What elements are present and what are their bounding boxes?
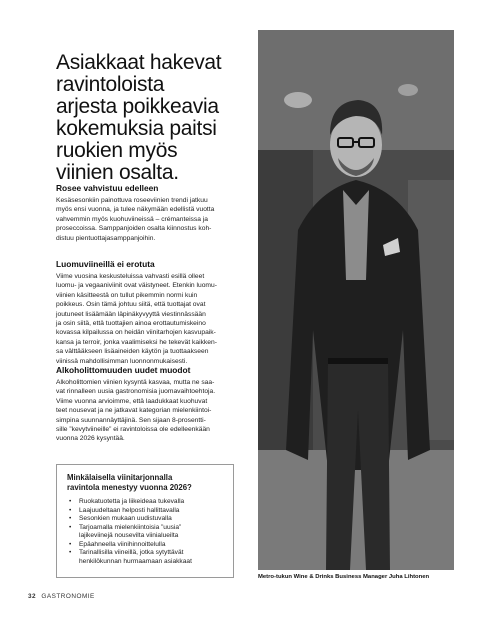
list-item: • Tarjoamalla mielenkiintoisia ”uusia” lajikeviinejä nousevilta viinialueilta — [69, 523, 182, 539]
bullet-icon: • — [69, 549, 72, 556]
bullet-icon: • — [69, 540, 72, 548]
portrait-illustration — [258, 30, 454, 570]
section-heading: Alkoholittomuuden uudet muodot — [56, 365, 191, 375]
bullet-icon: • — [69, 498, 72, 505]
section-body: Viime vuosina keskusteluissa vahvasti esillä olleet luomu- ja vegaaniviinit ovat väistyneet. Etenkin luomu- viinien käsitteestä on tullut pikemmin normi kuin poikkeus. Osin tämä johtuu siitä, että tuottajat ovat joutuneet lisäämään läpinäkyvyyttä viestinnässään ja osin siitä, että tuottajien ainoa erottautumiskeino kovassa kilpailussa on heidän viinitarhojen kasvupaik- kansa ja terroir, jonka vaalimiseksi he tekevät kaikken- sa välttääkseen lisäaineiden käytön ja tuottaakseen viinissä mahdollisimman luonnonmukaisesti. — [56, 273, 217, 365]
page-footer — [28, 593, 95, 600]
portrait-photo — [258, 30, 454, 570]
section-body: Kesäsesonkiin painottuva roseeviinien trendi jatkuu myös ensi vuonna, ja tulee näkymään edellistä vuotta vahvemmin myös kuohuviineissä – crémanteissa ja proseccoissa. Samppanjoiden osalta kiinnostus koh- distuu pientuottajasamppanjoihin. — [56, 197, 215, 242]
section-body: Alkoholittomien viinien kysyntä kasvaa, mutta ne saa- vat rinnalleen uusia gastronomisia juomavaihtoehtoja. Viime vuonna arvioimme, että laadukkaat kuohuvat teet nousevat ja ne jatkavat kategorian mielenkiintoi- simpina suunnannäyttäjinä. Sen sijaan 8-prosentti- sille ”kevytviineille” ei ravintoloissa ole edelleenkään vuonna 2026 kysyntää. — [56, 379, 216, 443]
info-box-title: Minkälaisella viinitarjonnalla ravintola menestyy vuonna 2026? — [67, 473, 192, 492]
section-non-alcoholic — [56, 365, 254, 444]
section-organic — [56, 259, 254, 366]
list-item: • Epäahneella viinihinnoittelulla — [69, 540, 166, 548]
list-item: • Tarinallisilla viineillä, jotka sytyttävät henkilökunnan hurmaamaan asiakkaat — [69, 549, 192, 565]
info-box-list — [67, 498, 227, 566]
section-rose — [56, 183, 254, 243]
photo-caption: Metro-tukun Wine & Drinks Business Manager Juha Lihtonen — [258, 574, 430, 580]
footer-section-name: GASTRONOMIE — [41, 593, 95, 600]
list-item: • Laajuudeltaan helposti hallittavalla — [69, 506, 180, 514]
bullet-icon: • — [69, 523, 72, 531]
page-number: 32 — [28, 593, 37, 600]
info-box — [56, 464, 234, 578]
bullet-icon: • — [69, 506, 72, 514]
bullet-icon: • — [69, 515, 72, 522]
list-item: • Ruokatuotetta ja liikeideaa tukevalla — [69, 498, 185, 505]
section-heading: Rosee vahvistuu edelleen — [56, 183, 159, 193]
list-item: • Sesonkien mukaan uudistuvalla — [69, 515, 172, 522]
section-heading: Luomuviineillä ei erotuta — [56, 259, 155, 269]
pull-quote: Asiakkaat hakevat ravintoloista arjesta poikkeavia kokemuksia paitsi ruokien myös viinien osalta. — [56, 51, 222, 184]
